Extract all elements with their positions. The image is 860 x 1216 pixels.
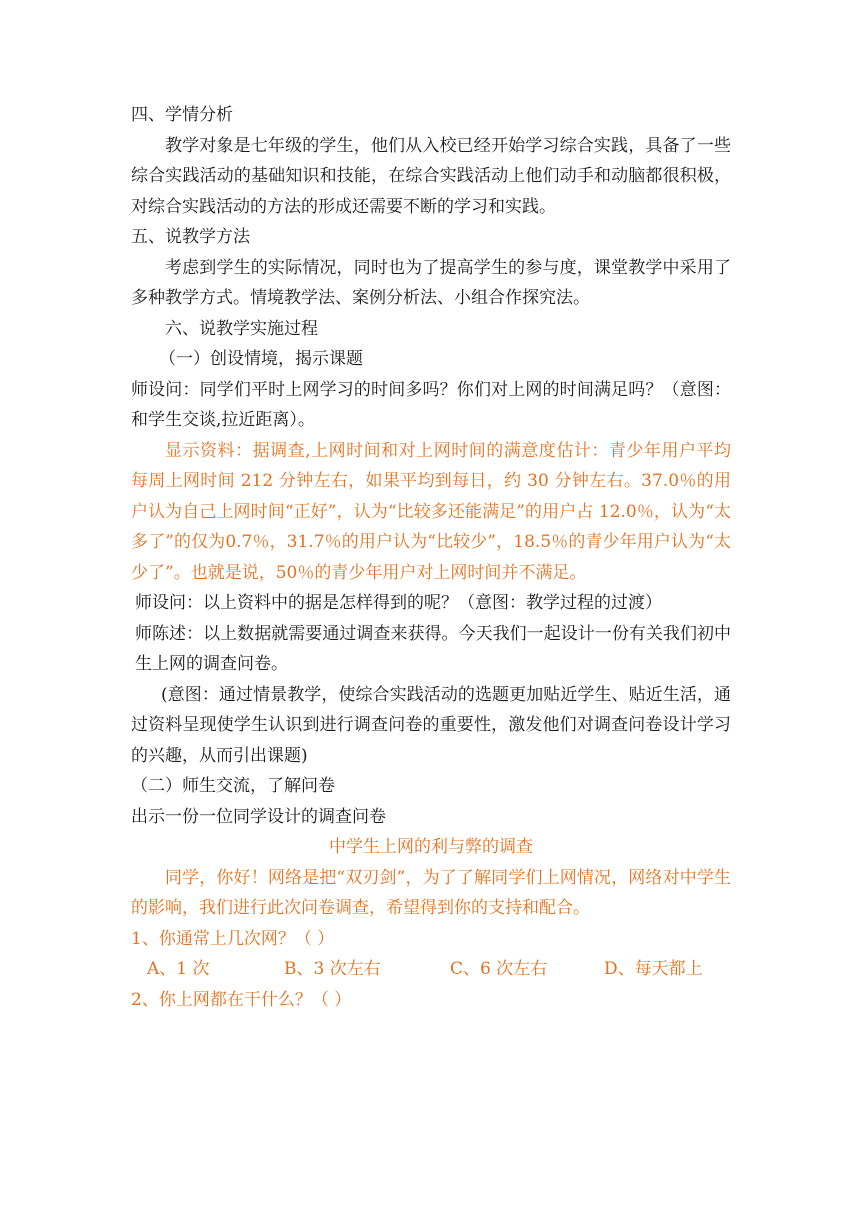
question-one-options bbox=[131, 954, 731, 985]
section-heading-teaching-methods: 五、说教学方法 bbox=[131, 227, 250, 247]
option-b: B、3 次左右 bbox=[284, 959, 381, 979]
student-analysis-paragraph: 教学对象是七年级的学生，他们从入校已经开始学习综合实践，具备了一些综合实践活动的基础知识和技能，在综合实践活动上他们动手和动脑都很积极，对综合实践活动的方法的形成还需要不断的学习和实践。 bbox=[131, 135, 731, 217]
questionnaire-title: 中学生上网的利与弊的调查 bbox=[329, 837, 533, 857]
document-page bbox=[131, 100, 731, 1015]
teaching-methods-paragraph: 考虑到学生的实际情况，同时也为了提高学生的参与度，课堂教学中采用了多种教学方式。情境教学法、案例分析法、小组合作探究法。 bbox=[131, 257, 731, 308]
option-d: D、每天都上 bbox=[604, 959, 703, 979]
question-two: 2、你上网都在干什么？（ ） bbox=[131, 989, 352, 1010]
questionnaire-intro: 同学，你好！网络是把“双刃剑”，为了了解同学们上网情况，网络对中学生的影响，我们进行此次问卷调查，希望得到你的支持和配合。 bbox=[131, 867, 731, 918]
section-heading-student-analysis: 四、学情分析 bbox=[131, 105, 233, 125]
question-one: 1、你通常上几次网？（ ） bbox=[131, 928, 335, 949]
teacher-question-one: 师设问：同学们平时上网学习的时间多吗？你们对上网的时间满足吗？（意图：和学生交谈,拉近距离）。 bbox=[131, 379, 731, 430]
step-one-heading: （一）创设情境，揭示课题 bbox=[159, 349, 363, 369]
option-c: C、6 次左右 bbox=[450, 959, 548, 979]
intent-note: (意图：通过情景教学，使综合实践活动的选题更加贴近学生、贴近生活，通过资料呈现使学生认识到进行调查问卷的重要性，激发他们对调查问卷设计学习的兴趣，从而引出课题) bbox=[131, 684, 731, 766]
teacher-statement: 师陈述：以上数据就需要通过调查来获得。今天我们一起设计一份有关我们初中生上网的调查问卷。 bbox=[135, 623, 731, 674]
show-questionnaire-line: 出示一份一位同学设计的调查问卷 bbox=[131, 806, 386, 827]
data-display-paragraph: 显示资料：据调查,上网时间和对上网时间的满意度估计：青少年用户平均每周上网时间 212 分钟左右，如果平均到每日，约 30 分钟左右。37.0％的用户认为自己上网时间“正好”，认为“比较多还能满足”的用户占 12.0％，认为“太多了”的仅为0.7％，31.7％的用户认为“比较少”，18.5％的青少年用户认为“太少了”。也就是说，50％的青少年用户对上网时间并不满足。 bbox=[131, 440, 731, 583]
step-two-heading: （二）师生交流，了解问卷 bbox=[131, 776, 335, 796]
section-heading-teaching-process: 六、说教学实施过程 bbox=[165, 318, 318, 339]
teacher-question-two: 师设问：以上资料中的据是怎样得到的呢？（意图：教学过程的过渡） bbox=[135, 593, 662, 613]
option-a: A、1 次 bbox=[147, 959, 210, 979]
